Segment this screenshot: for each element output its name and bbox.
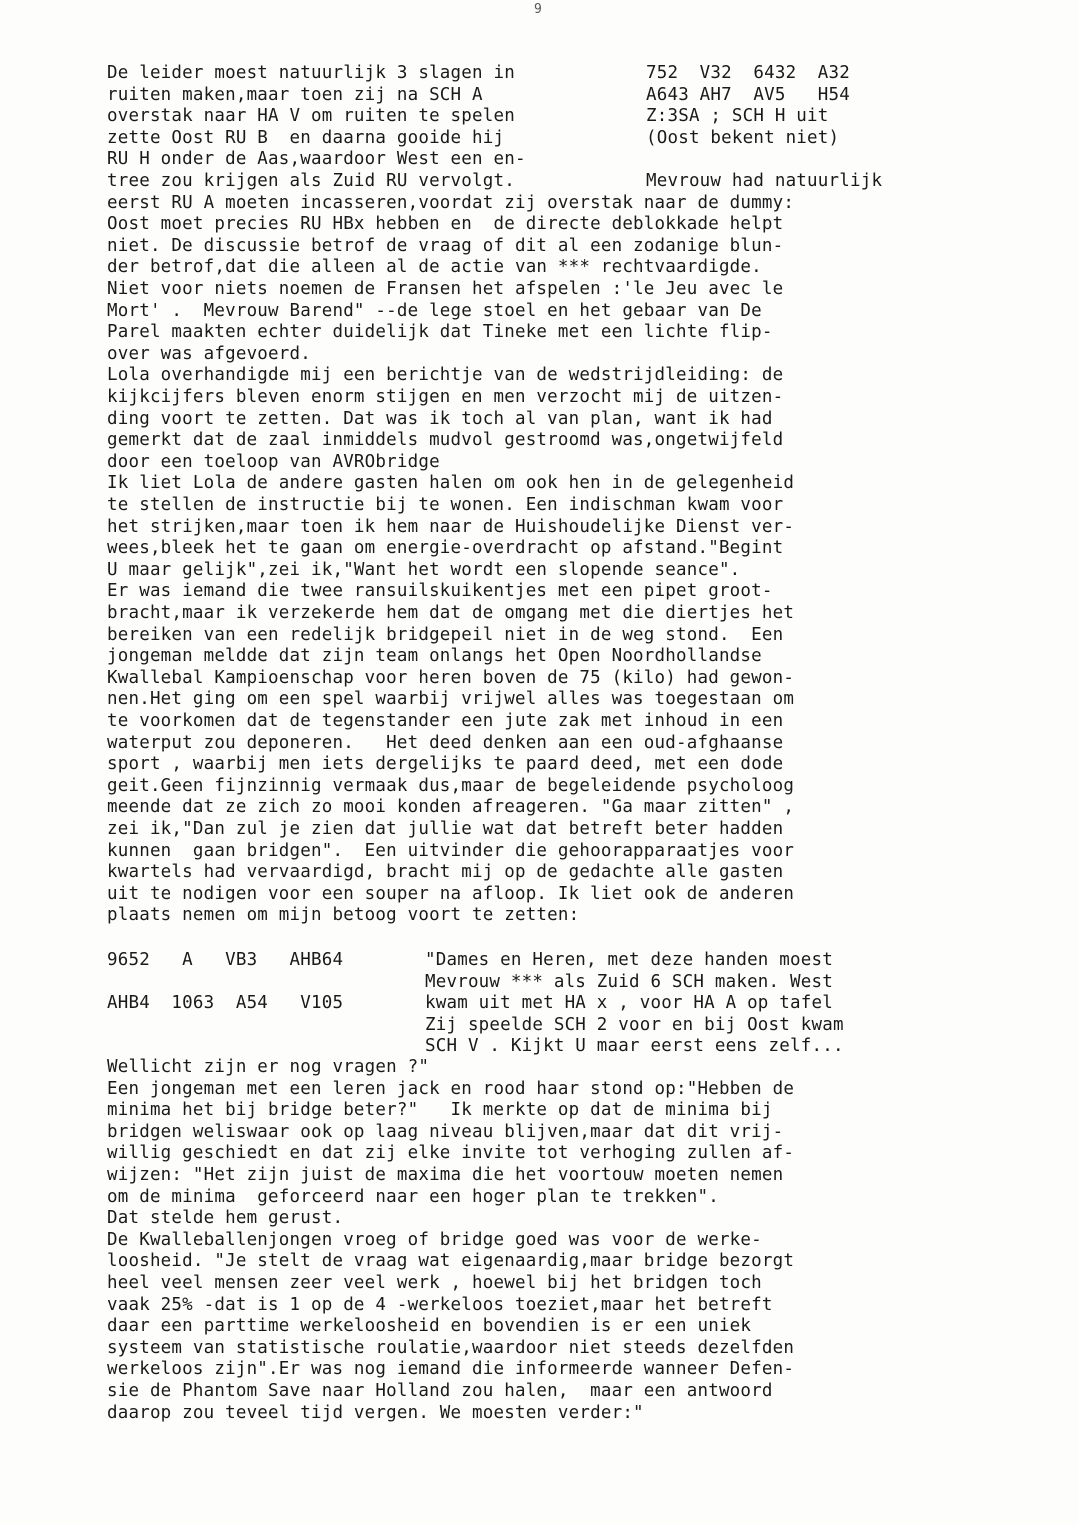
text-line: werkeloos zijn".Er was nog iemand die informeerde wanneer Defen- (107, 1359, 795, 1380)
text-line: daar een parttime werkeloosheid en bovendien is er een uniek (107, 1316, 752, 1337)
text-line: wees,bleek het te gaan om energie-overdracht op afstand."Begint (107, 538, 784, 559)
text-line: bridgen weliswaar ook op laag niveau blijven,maar dat dit vrij- (107, 1121, 784, 1142)
text-line: Lola overhandigde mij een berichtje van de wedstrijdleiding: de (107, 365, 784, 386)
text-line: zei ik,"Dan zul je zien dat jullie wat dat betreft beter hadden (107, 818, 784, 839)
text-line: meende dat ze zich zo mooi konden afreageren. "Ga maar zitten" , (107, 797, 795, 818)
text-line: Ik liet Lola de andere gasten halen om ook hen in de gelegenheid (107, 473, 795, 494)
text-line: vaak 25% -dat is 1 op de 4 -werkeloos toeziet,maar het betreft (107, 1294, 773, 1315)
text-line: Er was iemand die twee ransuilskuikentjes met een pipet groot- (107, 581, 773, 602)
text-line-continuation: Mevrouw had natuurlijk (646, 171, 883, 191)
text-line: Mort' . Mevrouw Barend" --de lege stoel en het gebaar van De (107, 300, 762, 321)
text-line: eerst RU A moeten incasseren,voordat zij overstak naar de dummy: (107, 192, 795, 213)
text-line: kunnen gaan bridgen". Een uitvinder die gehoorapparaatjes voor (107, 840, 795, 861)
text-line: het strijken,maar toen ik hem naar de Huishoudelijke Dienst ver- (107, 516, 795, 537)
text-line: minima het bij bridge beter?" Ik merkte op dat de minima bij (107, 1100, 773, 1121)
text-line: De leider moest natuurlijk 3 slagen in (107, 63, 515, 83)
text-line: heel veel mensen zeer veel werk , hoewel bij het bridgen toch (107, 1273, 762, 1293)
text-line: te voorkomen dat de tegenstander een jute zak met inhoud in een (107, 710, 784, 731)
text-line: Een jongeman met een leren jack en rood haar stond op:"Hebben de (107, 1078, 795, 1099)
text-line: bereiken van een redelijk bridgepeil niet in de weg stond. Een (107, 624, 784, 645)
text-line: Oost moet precies RU HBx hebben en de directe deblokkade helpt (107, 214, 784, 235)
text-line: overstak naar HA V om ruiten te spelen (107, 106, 515, 127)
text-line: ding voort te zetten. Dat was ik toch al van plan, want ik had (107, 408, 773, 429)
text-line: om de minima geforceerd naar een hoger plan te trekken". (107, 1186, 719, 1207)
text-line: tree zou krijgen als Zuid RU vervolgt. (107, 171, 515, 191)
text-line: "Dames en Heren, met deze handen moest (425, 950, 833, 970)
hand-line: 752 V32 6432 A32 (646, 63, 850, 83)
text-line: over was afgevoerd. (107, 343, 311, 364)
text-line: zette Oost RU B en daarna gooide hij (107, 127, 505, 148)
text-line: kwam uit met HA x , voor HA A op tafel (425, 993, 833, 1014)
text-line: willig geschiedt en dat zij elke invite tot verhoging zullen af- (107, 1143, 795, 1164)
text-line: sie de Phantom Save naar Holland zou halen, maar een antwoord (107, 1381, 773, 1401)
contract-note: (Oost bekent niet) (646, 127, 840, 148)
text-line: kijkcijfers bleven enorm stijgen en men verzocht mij de uitzen- (107, 386, 784, 407)
text-line: gemerkt dat de zaal inmiddels mudvol gestroomd was,ongetwijfeld (107, 430, 784, 451)
text-line: niet. De discussie betrof de vraag of dit al een zodanige blun- (107, 235, 784, 256)
text-line: nen.Het ging om een spel waarbij vrijwel alles was toegestaan om (107, 689, 795, 710)
text-line: waterput zou deponeren. Het deed denken aan een oud-afghaanse (107, 732, 784, 753)
text-line: plaats nemen om mijn betoog voort te zetten: (107, 905, 580, 926)
text-line: systeem van statistische roulatie,waardoor niet steeds dezelfden (107, 1337, 795, 1358)
text-line: U maar gelijk",zei ik,"Want het wordt een slopende seance". (107, 559, 741, 580)
text-line: kwartels had vervaardigd, bracht mij op de gedachte alle gasten (107, 862, 784, 883)
text-line: wijzen: "Het zijn juist de maxima die het voortouw moeten nemen (107, 1165, 784, 1185)
text-line: Niet voor niets noemen de Fransen het afspelen :'le Jeu avec le (107, 278, 784, 299)
text-line: geit.Geen fijnzinnig vermaak dus,maar de begeleidende psycholoog (107, 775, 795, 796)
hand-line: A643 AH7 AV5 H54 (646, 84, 850, 105)
text-line: ruiten maken,maar toen zij na SCH A (107, 84, 483, 105)
text-line: Parel maakten echter duidelijk dat Tineke met een lichte flip- (107, 322, 773, 343)
text-line: sport , waarbij men iets dergelijks te paard deed, met een dode (107, 754, 784, 775)
text-line: jongeman meldde dat zijn team onlangs het Open Noordhollandse (107, 646, 762, 667)
contract-line: Z:3SA ; SCH H uit (646, 106, 829, 127)
text-line: RU H onder de Aas,waardoor West een en- (107, 149, 526, 170)
text-line: door een toeloop van AVRObridge (107, 451, 440, 472)
text-line: SCH V . Kijkt U maar eerst eens zelf... (425, 1036, 844, 1057)
text-line: loosheid. "Je stelt de vraag wat eigenaardig,maar bridge bezorgt (107, 1251, 795, 1272)
hand-line: 9652 A VB3 AHB64 (107, 950, 344, 970)
text-line: Zij speelde SCH 2 voor en bij Oost kwam (425, 1014, 844, 1035)
hand-line: AHB4 1063 A54 V105 (107, 993, 344, 1013)
text-line: Kwallebal Kampioenschap voor heren boven de 75 (kilo) had gewon- (107, 667, 795, 688)
page-number: 9 (534, 2, 542, 17)
text-line: der betrof,dat die alleen al de actie van *** rechtvaardigde. (107, 257, 762, 278)
text-line: te stellen de instructie bij te wonen. Een indischman kwam voor (107, 494, 784, 515)
text-line: uit te nodigen voor een souper na afloop. Ik liet ook de anderen (107, 883, 795, 904)
text-line: Mevrouw *** als Zuid 6 SCH maken. West (425, 971, 833, 992)
text-line: De Kwalleballenjongen vroeg of bridge goed was voor de werke- (107, 1229, 762, 1250)
text-line: bracht,maar ik verzekerde hem dat de omgang met die diertjes het (107, 602, 795, 623)
text-line: daarop zou teveel tijd vergen. We moesten verder:" (107, 1402, 644, 1423)
text-line: Wellicht zijn er nog vragen ?" (107, 1057, 430, 1077)
text-line: Dat stelde hem gerust. (107, 1208, 344, 1229)
